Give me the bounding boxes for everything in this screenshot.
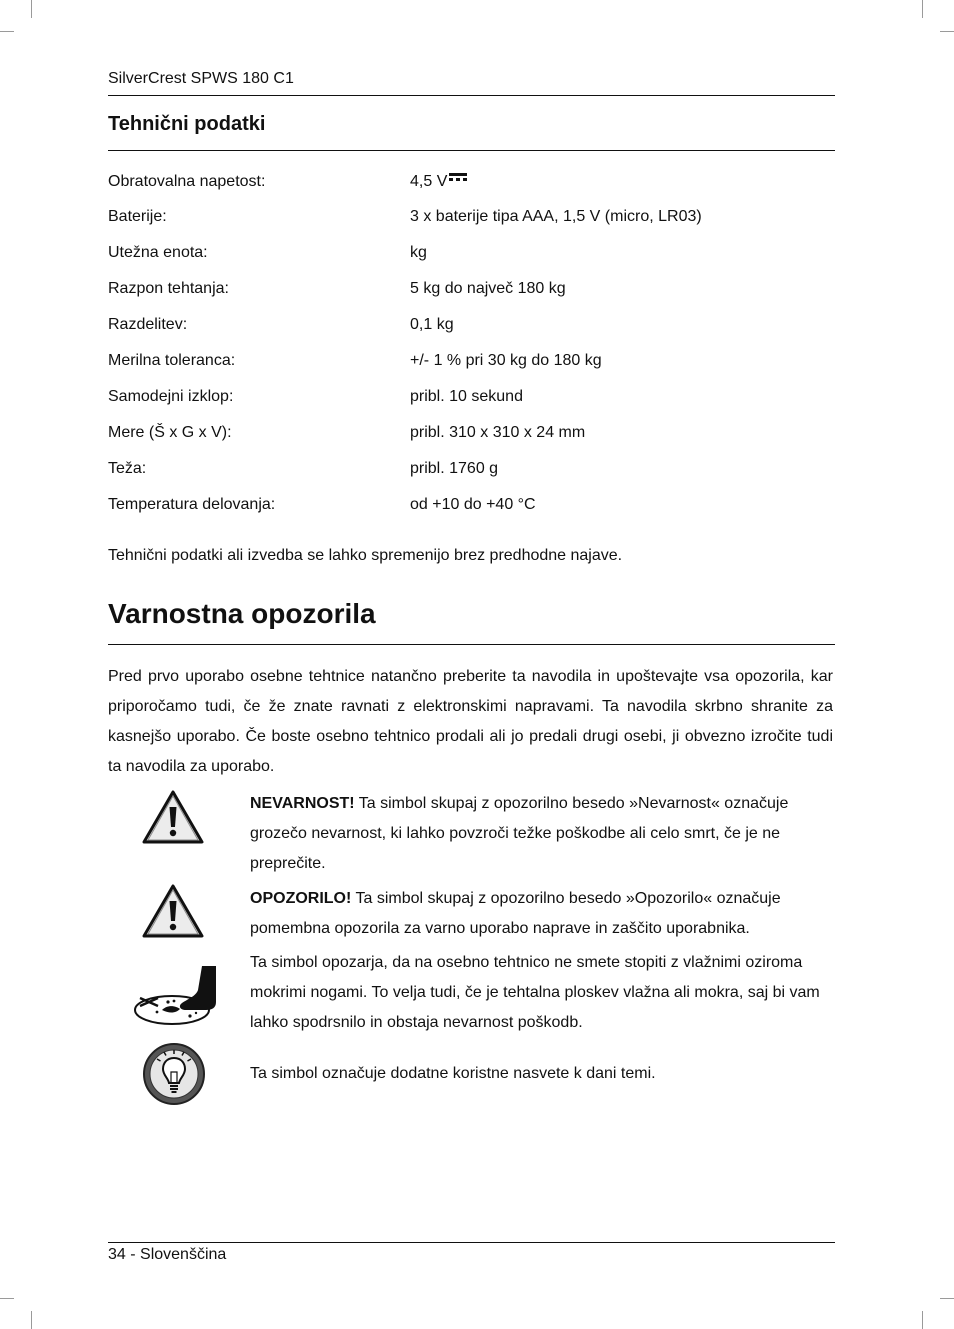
- spec-row: [108, 496, 835, 520]
- danger-text: NEVARNOST! Ta simbol skupaj z opozorilno besedo »Nevarnost« označuje grozečo nevarnost, ki lahko povzroči težke poškodbe ali celo smrt, če je ne preprečite.: [250, 795, 789, 872]
- crop-mark: [922, 1311, 923, 1329]
- spec-label: Razdelitev:: [108, 316, 188, 333]
- crop-mark: [940, 1298, 954, 1299]
- dc-current-icon: [449, 173, 467, 183]
- spec-value: 0,1 kg: [410, 316, 454, 333]
- spec-row: [108, 316, 835, 340]
- light-bulb-icon: [142, 1042, 206, 1106]
- spec-value: 5 kg do največ 180 kg: [410, 280, 566, 297]
- crop-mark: [31, 1311, 32, 1329]
- spec-label: Baterije:: [108, 208, 167, 225]
- spec-row: [108, 280, 835, 304]
- spec-value: pribl. 10 sekund: [410, 388, 523, 405]
- spec-row: [108, 244, 835, 268]
- warning-triangle-icon: [142, 790, 204, 844]
- tip-text: Ta simbol označuje dodatne koristne nasvete k dani temi.: [250, 1065, 656, 1082]
- crop-mark: [31, 0, 32, 18]
- wet-feet-icon: [132, 962, 220, 1028]
- safety-intro: Pred prvo uporabo osebne tehtnice natančno preberite ta navodila in upoštevajte vsa opozorila, kar priporočamo tudi, če že znate ravnati z elektronskimi napravami. Ta navodila skrbno shranite za kasnejšo uporabo. Če boste osebno tehtnico prodali ali jo predali drugi osebi, ji obvezno izročite tudi ta navodila za uporabo.: [108, 668, 833, 775]
- spec-value: pribl. 1760 g: [410, 460, 499, 477]
- spec-label: Utežna enota:: [108, 244, 208, 261]
- spec-row: [108, 424, 835, 448]
- spec-value: od +10 do +40 °C: [410, 496, 536, 513]
- spec-label: Merilna toleranca:: [108, 352, 236, 369]
- crop-mark: [922, 0, 923, 18]
- warning-triangle-icon: [142, 884, 204, 938]
- spec-label: Mere (Š x G x V):: [108, 424, 232, 441]
- danger-keyword: NEVARNOST!: [250, 795, 355, 812]
- header-rule: [108, 95, 835, 96]
- caution-keyword: OPOZORILO!: [250, 890, 352, 907]
- spec-value: +/- 1 % pri 30 kg do 180 kg: [410, 352, 602, 369]
- header-product: SilverCrest SPWS 180 C1: [108, 70, 294, 87]
- crop-mark: [940, 31, 954, 32]
- spec-label: Samodejni izklop:: [108, 388, 234, 405]
- spec-row: [108, 388, 835, 412]
- footer-page: 34 - Slovenščina: [108, 1246, 227, 1263]
- footer-rule: [108, 1242, 835, 1243]
- spec-row: [108, 173, 835, 197]
- safety-title-rule: [108, 644, 835, 645]
- specs-title: Tehnični podatki: [108, 113, 266, 135]
- safety-title: Varnostna opozorila: [108, 598, 376, 629]
- specs-title-rule: [108, 150, 835, 151]
- spec-label: Obratovalna napetost:: [108, 173, 266, 190]
- caution-text: OPOZORILO! Ta simbol skupaj z opozorilno besedo »Opozorilo« označuje pomembna opozorila za varno uporabo naprave in zaščito uporabnika.: [250, 890, 781, 937]
- spec-label: Razpon tehtanja:: [108, 280, 229, 297]
- crop-mark: [0, 1298, 14, 1299]
- spec-value: 4,5 V: [410, 173, 467, 191]
- spec-row: [108, 352, 835, 376]
- spec-value: kg: [410, 244, 427, 261]
- spec-row: [108, 460, 835, 484]
- spec-label: Teža:: [108, 460, 147, 477]
- wet-feet-text: Ta simbol opozarja, da na osebno tehtnico ne smete stopiti z vlažnimi oziroma mokrimi nogami. To velja tudi, če je tehtalna ploskev vlažna ali mokra, saj bi vam lahko spodrsnilo in obstaja nevarnost poškodb.: [250, 954, 820, 1031]
- spec-value: 3 x baterije tipa AAA, 1,5 V (micro, LR03): [410, 208, 702, 225]
- spec-label: Temperatura delovanja:: [108, 496, 276, 513]
- crop-mark: [0, 31, 14, 32]
- specs-note: Tehnični podatki ali izvedba se lahko spremenijo brez predhodne najave.: [108, 547, 623, 564]
- spec-value: pribl. 310 x 310 x 24 mm: [410, 424, 586, 441]
- spec-row: [108, 208, 835, 232]
